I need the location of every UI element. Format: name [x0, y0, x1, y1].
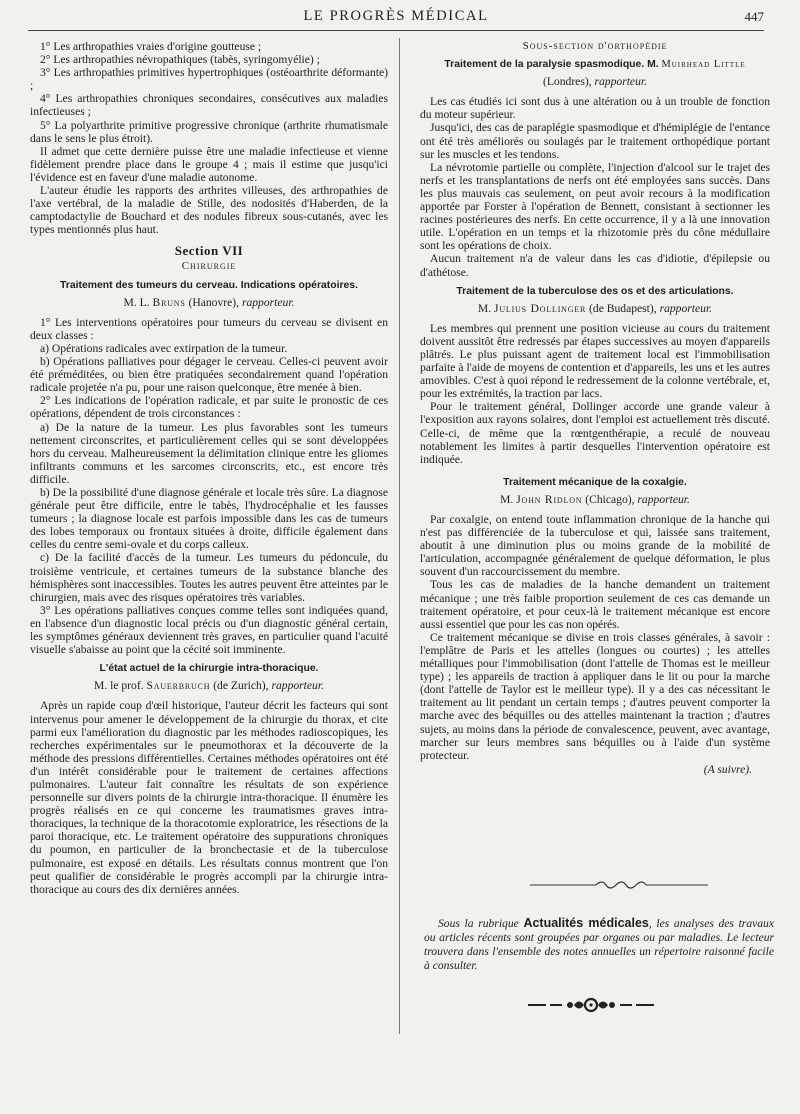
- page-number: 447: [744, 9, 764, 24]
- paragraph: c) De la facilité d'accès de la tumeur. Les tumeurs du pédoncule, du troisième ventricule, et certaines tumeurs de la substance blanche des hémisphères sont inaccessibles. Toutes les autres peuvent être atteintes par le chirurgien, mais avec des risques opératoires très variables.: [30, 551, 388, 604]
- article-byline: [420, 493, 770, 506]
- column-divider: [399, 38, 400, 1034]
- right-column: [420, 40, 770, 776]
- paragraph: Les cas étudiés ici sont dus à une altération ou à un trouble de fonction du moteur supérieur.: [420, 95, 770, 122]
- paragraph: a) De la nature de la tumeur. Les plus favorables sont les tumeurs nettement circonscrites, et particulièrement celles qui se sont développées hors du cerveau. Malheureusement la délimitation clinique entre les gliomes infiltrants communs et les sarcomes circonscrits, etc., est encore très difficile.: [30, 420, 388, 486]
- page-header: [28, 8, 764, 31]
- byline-role: rapporteur.: [271, 679, 324, 693]
- list-item: 5° La polyarthrite primitive progressive chronique (arthrite rhumatismale dans le sens le plus étroit).: [30, 118, 388, 145]
- article-title: [420, 58, 770, 71]
- article-title: Traitement de la tuberculose des os et des articulations.: [456, 285, 734, 297]
- byline-role: rapporteur.: [659, 301, 713, 315]
- byline-place: (de Budapest),: [586, 301, 660, 315]
- author-name: Sauerbruch: [146, 679, 211, 693]
- title-prefix: Traitement de la paralysie spasmodique. M.: [444, 59, 662, 71]
- paragraph: La névrotomie partielle ou complète, l'injection d'alcool sur le trajet des nerfs et les transplantations de nerfs ont été employées sans succès. Dans les plus mauvais cas seulement, on peut avoir recours à la modification apportée par Forster à l'opération de Bennett, consistant à sectionner les racines postérieures des nerfs. En cette occurrence, il y a là une innovation utile. L'opération en un temps et la rhizotomie près du cône médullaire sont les opérations de choix.: [420, 160, 770, 253]
- article-title: Traitement mécanique de la coxalgie.: [503, 476, 687, 488]
- paragraph: 2° Les indications de l'opération radicale, et par suite le pronostic de ces opérations, dépendent de trois circonstances :: [30, 394, 388, 421]
- squiggle-divider: [530, 878, 708, 892]
- list-item: 2° Les arthropathies névropathiques (tabès, syringomyélie) ;: [40, 53, 320, 67]
- byline-role: rapporteur.: [241, 295, 295, 309]
- editorial-note: [424, 916, 774, 973]
- byline-prefix: M. le prof.: [94, 679, 147, 693]
- paragraph: 1° Les interventions opératoires pour tumeurs du cerveau se divisent en deux classes :: [30, 315, 388, 342]
- paragraph: L'auteur étudie les rapports des arthrites villeuses, des arthropathies de l'axe vertébral, de la maladie de Stille, des nodosités d'Haberden, de la camptodactylie de Bouchard et des nodules fibreux sous-cutanés, avec les types mentionnés plus haut.: [30, 184, 388, 237]
- byline-place: (Hanovre),: [185, 295, 242, 309]
- paragraph: b) Opérations palliatives pour dégager le cerveau. Celles-ci peuvent avoir été préméditées, ou bien être pratiquées secondairement quand l'opération radicale projetée n'a pu, pour une raison quelconque, être menée à bien.: [30, 355, 388, 395]
- paragraph: a) Opérations radicales avec extirpation de la tumeur.: [40, 341, 288, 355]
- byline-place: (de Zurich),: [210, 679, 272, 693]
- byline-prefix: M.: [500, 492, 517, 506]
- section-title: Section VII: [174, 243, 244, 259]
- author-name: John Ridlon: [516, 492, 583, 506]
- article-title: L'état actuel de la chirurgie intra-thoracique.: [99, 663, 319, 675]
- note-suffix: , les analyses des travaux ou articles récents sont groupées par organes ou par maladies. Le lecteur trouvera dans l'ensemble des notes annuelles un répertoire raisonné facile à consulter.: [424, 917, 775, 972]
- list-item: 1° Les arthropathies vraies d'origine goutteuse ;: [40, 40, 262, 53]
- to-be-continued: (A suivre).: [703, 762, 752, 776]
- article-byline: [420, 75, 770, 88]
- byline-role: rapporteur.: [594, 75, 647, 89]
- paragraph: Jusqu'ici, des cas de paraplégie spasmodique et d'hémiplégie de l'entance ont été très améliorés ou soulagés par le traitement orthopédique portant sur les muscles et les tendons.: [420, 121, 770, 161]
- ornament-icon: [526, 994, 656, 1016]
- author-name: Julius Dollinger: [494, 301, 587, 315]
- byline-place: (Londres),: [542, 75, 595, 89]
- paragraph: Il admet que cette dernière puisse être une maladie infectieuse et vienne fidèlement prendre place dans le groupe 4 ; mais il estime que jusqu'ici l'évidence est en faveur d'une maladie autonome.: [30, 144, 388, 184]
- paragraph: Après un rapide coup d'œil historique, l'auteur décrit les facteurs qui sont intervenus pour amener le développement de la chirurgie du thorax, et cite parmi eux l'amélioration du diagnostic par les méthodes radioscopiques, les recherches expérimentales sur le pneumothorax et la découverte de la méthode des pressions différentielles. Certaines méthodes opératoires ont été d'un intérêt considérable pour le traitement de certaines affections pulmonaires. L'auteur fait connaître les résultats de son expérience personnelle sur divers points de la chirurgie intra-thoracique. Il énumère les progrès réalisés en ce qui concerne les traumatismes graves intra-thoraciques, la technique de la thoracotomie exploratrice, les résections de la paroi thoracique, etc. Le traitement opératoire des suppurations chroniques du poumon, en particulier de la bronchectasie et de la tuberculose pulmonaire, est exposé en détails. Les résultats connus montrent que l'on peut qualifier de considérable le progrès accompli par la chirurgie intra-thoracique au cours des dix dernières années.: [30, 699, 388, 896]
- list-item: 4° Les arthropathies chroniques secondaires, consécutives aux maladies infectieuses ;: [30, 92, 388, 119]
- author-name: Muirhead Little: [661, 59, 746, 71]
- article-byline: [420, 302, 770, 315]
- article-title: Traitement des tumeurs du cerveau. Indications opératoires.: [60, 279, 358, 291]
- list-item: 3° Les arthropathies primitives hypertrophiques (ostéoarthrite déformante) ;: [30, 66, 388, 93]
- byline-prefix: M. L.: [123, 295, 153, 309]
- section-subtitle: Chirurgie: [181, 259, 237, 272]
- article-byline: [30, 679, 388, 692]
- note-prefix: Sous la rubrique: [438, 917, 524, 930]
- subsection-title: Sous-section d'orthopédie: [522, 40, 668, 52]
- paragraph: Pour le traitement général, Dollinger accorde une grande valeur à l'exposition aux rayons solaires, dont l'emploi est actuellement très discuté. Celle-ci, de même que la rœntgenthérapie, a reculé de nouveau notablement les limites à partir desquelles l'intervention opératoire est indiquée.: [420, 400, 770, 466]
- journal-title: LE PROGRÈS MÉDICAL: [303, 8, 489, 24]
- paragraph: b) De la possibilité d'une diagnose générale et locale très sûre. La diagnose générale peut être difficile, entre le tabès, l'hydrocéphalie et les fausses tumeurs ; la diagnose locale est parfois impossible dans les cas de tumeurs des lobes temporaux ou frontaux situées à droite, difficile également dans celles du centre semi-ovale et du corps calleux.: [30, 486, 388, 552]
- paragraph: Aucun traitement n'a de valeur dans les cas d'idiotie, d'épilepsie ou d'athétose.: [420, 252, 770, 279]
- byline-role: rapporteur.: [637, 492, 690, 506]
- article-byline: [30, 296, 388, 309]
- paragraph: Tous les cas de maladies de la hanche demandent un traitement mécanique ; une très faible proportion seulement de ces cas demande un traitement opératoire, et pour ceux-là le traitement mécanique est encore aussi essentiel que pour les cas non opérés.: [420, 578, 770, 631]
- rubric-name: Actualités médicales: [523, 916, 649, 930]
- paragraph: Ce traitement mécanique se divise en trois classes générales, à savoir : l'emplâtre de Paris et les attelles (longues ou courtes) ; les attelles métalliques pour l'immobilisation (dont l'attelle de Thomas est le meilleur type) ; les appareils de traction à appliquer dans le lit ou pour la marche (dont l'attelle de Taylor est le meilleur type). Il y a des cas nécessitant le traitement au lit pendant un certain temps ; d'autres peuvent comporter la marche avec des béquilles ou des attelles maintenant la traction ; d'autres sujets, au moins dans la période de convalescence, peuvent, avec avantage, marcher sur leurs membres sans béquilles ou à l'aide d'un système protecteur.: [420, 630, 770, 762]
- paragraph: Par coxalgie, on entend toute inflammation chronique de la hanche qui n'est pas différenciée de la tuberculose et qui, laissée sans traitement, aboutit à une diminution plus ou moins grande de la mobilité de l'articulation, accompagnée généralement de quelque déformation, le plus souvent d'un raccourcissement du membre.: [420, 513, 770, 579]
- paragraph: 3° Les opérations palliatives conçues comme telles sont indiquées quand, en l'absence d'un diagnostic local précis ou d'un diagnostic général certain, les symptômes généraux deviennent très graves, en particulier quand l'acuité visuelle s'abaisse au point que la cécité soit imminente.: [30, 603, 388, 657]
- left-column: [30, 40, 388, 896]
- byline-place: (Chicago),: [582, 492, 638, 506]
- author-name: Bruns: [152, 295, 186, 309]
- byline-prefix: M.: [477, 301, 495, 315]
- paragraph: Les membres qui prennent une position vicieuse au cours du traitement doivent aussitôt être redressés par étapes successives au moyen d'appareils plâtrés. Le plus puissant agent de traitement local est l'immobilisation parfaite à l'aide de moyens de contention et d'appareils, les uns et les autres amovibles. C'est à quoi répond le redressement de la colonne vertébrale, et, pour les extrémités, la traction par lacs.: [420, 321, 770, 401]
